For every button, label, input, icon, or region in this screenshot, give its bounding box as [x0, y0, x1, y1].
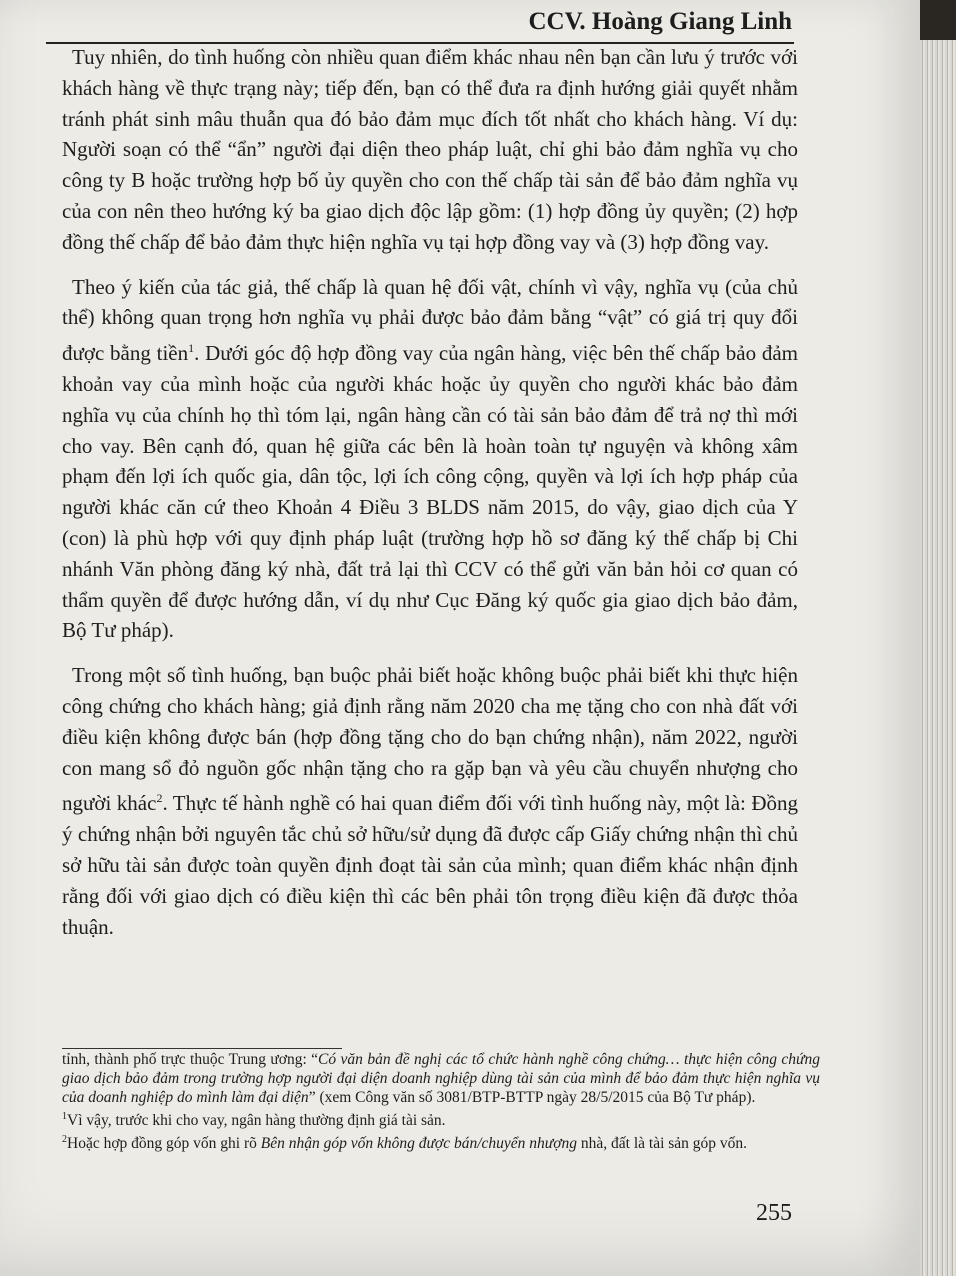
page-edges	[920, 40, 956, 1276]
body-text	[62, 42, 798, 956]
footnote-rule	[62, 1048, 342, 1049]
footnote-1-text: Vì vậy, trước khi cho vay, ngân hàng thường định giá tài sản.	[67, 1112, 446, 1130]
page-number: 255	[756, 1200, 792, 1226]
footnote-continuation-quote: Có văn bản đề nghị các tổ chức hành nghề công chứng… thực hiện công chứng giao dịch bảo đảm trong trường hợp người đại diện doanh nghiệp dùng tài sản của mình để bảo đảm thực hiện nghĩa vụ của doanh nghiệp do mình làm đại diện	[62, 1051, 820, 1106]
footnote-2-text-a: Hoặc hợp đồng góp vốn ghi rõ	[67, 1135, 261, 1153]
paragraph-2-part-b: . Dưới góc độ hợp đồng vay của ngân hàng, việc bên thế chấp bảo đảm khoản vay của mình hoặc của người khác hoặc ủy quyền cho người khác bảo đảm nghĩa vụ của chính họ thì tóm lại, ngân hàng cần có tài sản bảo đảm để trả nợ thì mới cho vay. Bên cạnh đó, quan hệ giữa các bên là hoàn toàn tự nguyện và không xâm phạm đến lợi ích quốc gia, dân tộc, lợi ích công cộng, quyền và lợi ích hợp pháp của người khác căn cứ theo Khoản 4 Điều 3 BLDS năm 2015, do vậy, giao dịch của Y (con) là phù hợp với quy định pháp luật (trường hợp hồ sơ đăng ký thế chấp bị Chi nhánh Văn phòng đăng ký nhà, đất trả lại thì CCV có thể gửi văn bản hỏi cơ quan có thẩm quyền để được hướng dẫn, ví dụ như Cục Đăng ký quốc gia giao dịch bảo đảm, Bộ Tư pháp).	[62, 341, 798, 643]
paragraph-3	[62, 660, 798, 942]
paragraph-2	[62, 272, 798, 647]
footnote-2-text-italic: Bên nhận góp vốn không được bán/chuyển nhượng	[260, 1135, 578, 1153]
footnotes	[62, 1050, 820, 1153]
paragraph-2-part-a: Theo ý kiến của tác giả, thế chấp là quan hệ đối vật, chính vì vậy, nghĩa vụ (của chủ thể) không quan trọng hơn nghĩa vụ phải được bảo đảm bằng “vật” có giá trị quy đổi được bằng tiền	[62, 274, 798, 366]
footnote-1	[62, 1107, 820, 1130]
running-header: CCV. Hoàng Giang Linh	[528, 8, 792, 35]
footnote-continuation	[62, 1050, 820, 1107]
paragraph-1: Tuy nhiên, do tình huống còn nhiều quan điểm khác nhau nên bạn cần lưu ý trước với khách hàng về thực trạng này; tiếp đến, bạn có thể đưa ra định hướng giải quyết nhằm tránh phát sinh mâu thuẫn qua đó bảo đảm mục đích tốt nhất cho khách hàng. Ví dụ: Người soạn có thể “ẩn” người đại diện theo pháp luật, chỉ ghi bảo đảm nghĩa vụ cho công ty B hoặc trường hợp bố ủy quyền cho con thế chấp tài sản để bảo đảm nghĩa vụ của con nên theo hướng ký ba giao dịch độc lập gồm: (1) hợp đồng ủy quyền; (2) hợp đồng thế chấp để bảo đảm thực hiện nghĩa vụ tại hợp đồng vay và (3) hợp đồng vay.	[62, 45, 798, 254]
footnote-2	[62, 1130, 820, 1153]
footnote-continuation-b: ” (xem Công văn số 3081/BTP-BTTP ngày 28/5/2015 của Bộ Tư pháp).	[308, 1089, 756, 1106]
footnote-ref-2: 2	[156, 791, 163, 806]
paragraph-3-part-a: Trong một số tình huống, bạn buộc phải biết hoặc không buộc phải biết khi thực hiện công chứng cho khách hàng; giả định rằng năm 2020 cha mẹ tặng cho con nhà đất với điều kiện không được bán (hợp đồng tặng cho do bạn chứng nhận), năm 2022, người con mang sổ đỏ nguồn gốc nhận tặng cho ra gặp bạn và yêu cầu chuyển nhượng cho người khác	[62, 663, 798, 816]
footnote-ref-1: 1	[188, 341, 195, 356]
footnote-continuation-a: tỉnh, thành phố trực thuộc Trung ương: “	[62, 1051, 319, 1068]
footnote-2-text-b: nhà, đất là tài sản góp vốn.	[577, 1135, 748, 1153]
paragraph-3-part-b: . Thực tế hành nghề có hai quan điểm đối với tình huống này, một là: Đồng ý chứng nhận bởi nguyên tắc chủ sở hữu/sử dụng đã được cấp Giấy chứng nhận thì chủ sở hữu tài sản được toàn quyền định đoạt tài sản của mình; quan điểm khác nhận định rằng đối với giao dịch có điều kiện thì các bên phải tôn trọng điều kiện đã được thỏa thuận.	[62, 791, 798, 939]
footnote-2-marker: 2	[62, 1134, 67, 1146]
footnote-1-marker: 1	[62, 1111, 67, 1122]
